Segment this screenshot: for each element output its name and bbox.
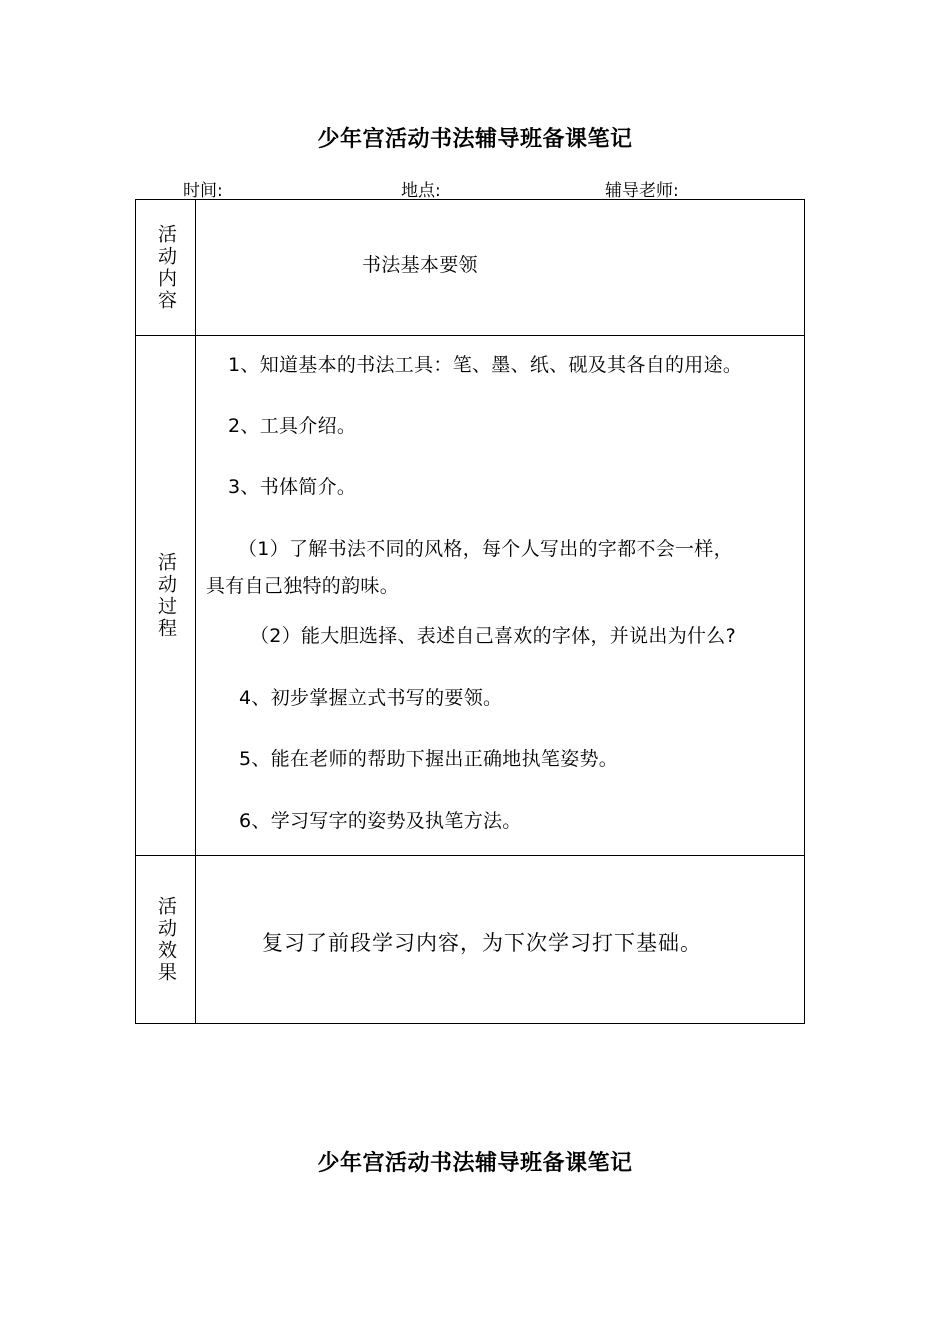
activity-process-row xyxy=(136,336,804,856)
activity-content-row xyxy=(136,200,804,336)
place-label: 地点: xyxy=(401,181,441,201)
lesson-table xyxy=(135,199,805,1024)
activity-process-label-cell xyxy=(136,336,196,855)
activity-effect-label: 活动效果 xyxy=(155,895,177,984)
time-label: 时间: xyxy=(183,181,223,201)
process-line: 3、书体简介。 xyxy=(228,476,357,498)
activity-effect-row xyxy=(136,856,804,1023)
activity-content-text: 书法基本要领 xyxy=(362,254,478,276)
activity-effect-label-cell xyxy=(136,856,196,1023)
activity-content-label: 活动内容 xyxy=(155,223,177,312)
teacher-label: 辅导老师: xyxy=(605,181,679,201)
process-line: 6、学习写字的姿势及执笔方法。 xyxy=(239,810,522,832)
activity-process-label: 活动过程 xyxy=(155,551,177,640)
process-line: 2、工具介绍。 xyxy=(228,415,357,437)
process-line: 4、初步掌握立式书写的要领。 xyxy=(239,687,503,709)
activity-content-label-cell xyxy=(136,200,196,335)
page-title: 少年宫活动书法辅导班备课笔记 xyxy=(317,127,633,152)
process-line: 5、能在老师的帮助下握出正确地执笔姿势。 xyxy=(239,748,619,770)
process-line: 具有自己独特的韵味。 xyxy=(206,575,400,597)
process-line: （2）能大胆选择、表述自己喜欢的字体，并说出为什么? xyxy=(250,625,736,647)
page-title-repeat: 少年宫活动书法辅导班备课笔记 xyxy=(317,1151,633,1176)
process-line: 1、知道基本的书法工具：笔、墨、纸、砚及其各自的用途。 xyxy=(228,354,743,376)
activity-effect-text: 复习了前段学习内容，为下次学习打下基础。 xyxy=(262,931,702,955)
process-line: （1）了解书法不同的风格，每个人写出的字都不会一样， xyxy=(238,538,733,560)
